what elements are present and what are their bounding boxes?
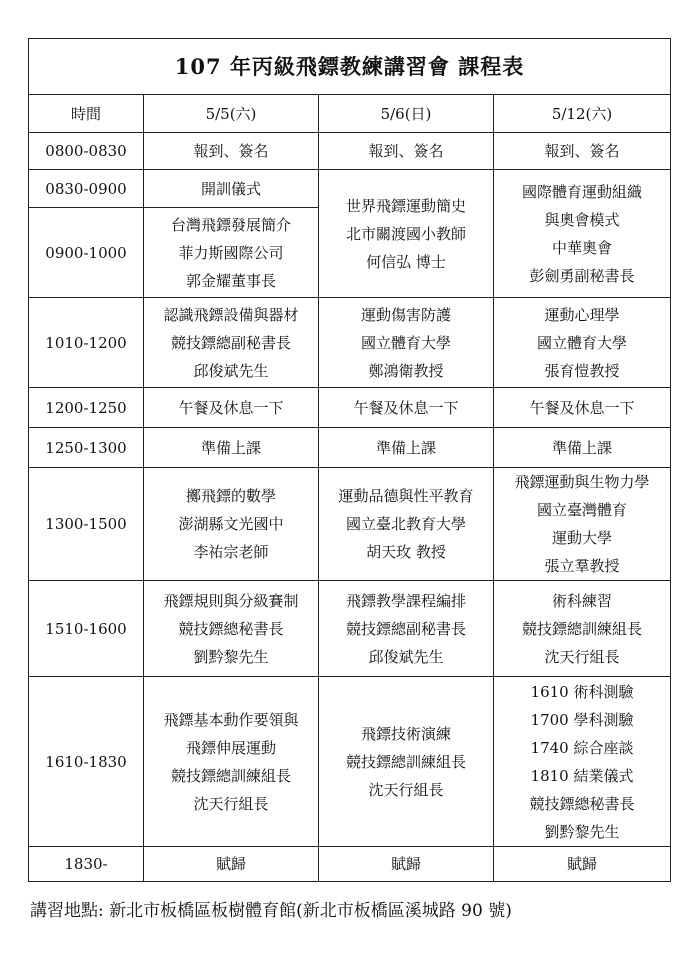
time-cell: 1250-1300 bbox=[29, 428, 144, 468]
session-line: 術科練習 bbox=[552, 591, 613, 610]
session-line: 飛鏢伸展運動 bbox=[185, 738, 276, 757]
session-cell bbox=[494, 677, 671, 847]
session-cell bbox=[319, 170, 494, 298]
header-day3: 5/12(六) bbox=[494, 95, 671, 133]
session-line: 與奧會模式 bbox=[544, 210, 620, 229]
session-line: 競技鏢總訓練組長 bbox=[170, 766, 291, 785]
session-line: 賦歸 bbox=[390, 855, 421, 873]
session-line: 彭劍勇副秘書長 bbox=[529, 266, 635, 285]
session-line: 國立臺灣體育 bbox=[537, 501, 628, 519]
table-row bbox=[29, 428, 671, 468]
session-line: 擲飛鏢的數學 bbox=[185, 487, 276, 505]
table-row bbox=[29, 468, 671, 581]
session-line: 國立體育大學 bbox=[360, 333, 451, 352]
schedule-table bbox=[28, 38, 671, 882]
session-line: 午餐及休息一下 bbox=[529, 398, 635, 417]
session-cell bbox=[319, 468, 494, 581]
session-line: 1610 術科測驗 bbox=[530, 682, 634, 701]
session-line: 賦歸 bbox=[215, 855, 246, 873]
session-line: 沈天行組長 bbox=[544, 647, 620, 666]
session-cell bbox=[144, 388, 319, 428]
session-line: 國際體育運動組織 bbox=[522, 182, 643, 201]
time-cell: 1830- bbox=[29, 847, 144, 882]
table-row bbox=[29, 298, 671, 388]
time-cell: 1610-1830 bbox=[29, 677, 144, 847]
session-line: 認識飛鏢設備與器材 bbox=[163, 305, 299, 324]
session-line: 李祐宗老師 bbox=[193, 543, 269, 561]
session-line: 開訓儀式 bbox=[200, 179, 261, 198]
session-line: 準備上課 bbox=[200, 438, 261, 457]
session-cell bbox=[494, 388, 671, 428]
session-cell bbox=[144, 208, 319, 298]
session-cell bbox=[144, 581, 319, 677]
session-cell bbox=[494, 298, 671, 388]
session-line: 1740 綜合座談 bbox=[530, 738, 634, 757]
session-cell bbox=[319, 847, 494, 882]
session-line: 運動品德與性平教育 bbox=[338, 487, 474, 505]
time-cell: 1010-1200 bbox=[29, 298, 144, 388]
time-cell: 0830-0900 bbox=[29, 170, 144, 208]
venue-label: 講習地點: bbox=[30, 901, 104, 921]
time-cell: 1510-1600 bbox=[29, 581, 144, 677]
session-line: 台灣飛鏢發展簡介 bbox=[170, 215, 291, 234]
session-line: 飛鏢運動與生物力學 bbox=[514, 473, 650, 491]
session-line: 郭金耀董事長 bbox=[185, 271, 276, 290]
session-line: 賦歸 bbox=[567, 855, 598, 873]
session-line: 1700 學科測驗 bbox=[530, 710, 634, 729]
session-cell bbox=[494, 170, 671, 298]
session-line: 運動大學 bbox=[552, 529, 613, 547]
session-line: 中華奧會 bbox=[552, 238, 613, 257]
session-line: 飛鏢基本動作要領與 bbox=[163, 710, 299, 729]
header-day2: 5/6(日) bbox=[319, 95, 494, 133]
session-cell bbox=[494, 428, 671, 468]
session-line: 運動心理學 bbox=[544, 305, 620, 324]
session-line: 競技鏢總副秘書長 bbox=[170, 333, 291, 352]
session-line: 北市關渡國小教師 bbox=[345, 224, 466, 243]
session-line: 張立羣教授 bbox=[544, 557, 620, 575]
session-cell bbox=[144, 468, 319, 581]
session-line: 競技鏢總訓練組長 bbox=[345, 752, 466, 771]
session-line: 劉黔黎先生 bbox=[193, 647, 269, 666]
session-line: 報到、簽名 bbox=[368, 142, 444, 160]
session-line: 競技鏢總秘書長 bbox=[529, 794, 635, 813]
table-row bbox=[29, 170, 671, 208]
session-line: 飛鏢技術演練 bbox=[360, 724, 451, 743]
table-row bbox=[29, 388, 671, 428]
session-line: 競技鏢總副秘書長 bbox=[345, 619, 466, 638]
session-line: 何信弘 博士 bbox=[366, 252, 446, 271]
session-cell bbox=[494, 468, 671, 581]
session-cell bbox=[144, 170, 319, 208]
session-line: 國立臺北教育大學 bbox=[345, 515, 466, 533]
session-line: 運動傷害防護 bbox=[360, 305, 451, 324]
venue-text: 新北市板橋區板樹體育館(新北市板橋區溪城路 90 號) bbox=[109, 901, 512, 921]
session-line: 報到、簽名 bbox=[544, 142, 620, 160]
time-cell: 1300-1500 bbox=[29, 468, 144, 581]
session-line: 沈天行組長 bbox=[193, 794, 269, 813]
session-cell bbox=[319, 133, 494, 170]
session-cell bbox=[319, 298, 494, 388]
time-cell: 0800-0830 bbox=[29, 133, 144, 170]
session-line: 飛鏢教學課程編排 bbox=[345, 591, 466, 610]
session-line: 澎湖縣文光國中 bbox=[178, 515, 284, 533]
page-title: 107 年丙級飛鏢教練講習會 課程表 bbox=[29, 39, 671, 95]
session-line: 午餐及休息一下 bbox=[178, 398, 284, 417]
session-cell bbox=[144, 133, 319, 170]
header-time: 時間 bbox=[29, 95, 144, 133]
table-row bbox=[29, 133, 671, 170]
venue-footer bbox=[30, 896, 512, 921]
session-line: 邱俊斌先生 bbox=[368, 647, 444, 666]
session-cell bbox=[494, 581, 671, 677]
session-line: 午餐及休息一下 bbox=[353, 398, 459, 417]
time-cell: 1200-1250 bbox=[29, 388, 144, 428]
session-line: 準備上課 bbox=[375, 438, 436, 457]
session-cell bbox=[144, 677, 319, 847]
session-line: 邱俊斌先生 bbox=[193, 361, 269, 380]
header-row bbox=[29, 95, 671, 133]
session-line: 沈天行組長 bbox=[368, 780, 444, 799]
session-cell bbox=[319, 428, 494, 468]
header-day1: 5/5(六) bbox=[144, 95, 319, 133]
session-line: 報到、簽名 bbox=[193, 142, 269, 160]
time-cell: 0900-1000 bbox=[29, 208, 144, 298]
session-cell bbox=[319, 677, 494, 847]
session-cell bbox=[144, 847, 319, 882]
table-row bbox=[29, 677, 671, 847]
session-line: 世界飛鏢運動簡史 bbox=[345, 196, 466, 215]
session-line: 飛鏢規則與分級賽制 bbox=[163, 591, 299, 610]
session-line: 競技鏢總訓練組長 bbox=[522, 619, 643, 638]
session-line: 菲力斯國際公司 bbox=[178, 243, 284, 262]
session-cell bbox=[494, 133, 671, 170]
session-line: 鄭鴻衛教授 bbox=[368, 361, 444, 380]
session-line: 國立體育大學 bbox=[537, 333, 628, 352]
session-line: 張育愷教授 bbox=[544, 361, 620, 380]
session-cell bbox=[319, 388, 494, 428]
session-line: 1810 結業儀式 bbox=[530, 766, 634, 785]
table-row bbox=[29, 581, 671, 677]
session-cell bbox=[319, 581, 494, 677]
session-line: 胡天玫 教授 bbox=[366, 543, 446, 561]
session-line: 競技鏢總秘書長 bbox=[178, 619, 284, 638]
table-row bbox=[29, 847, 671, 882]
session-line: 劉黔黎先生 bbox=[544, 822, 620, 841]
session-line: 準備上課 bbox=[552, 438, 613, 457]
session-cell bbox=[494, 847, 671, 882]
session-cell bbox=[144, 298, 319, 388]
session-cell bbox=[144, 428, 319, 468]
